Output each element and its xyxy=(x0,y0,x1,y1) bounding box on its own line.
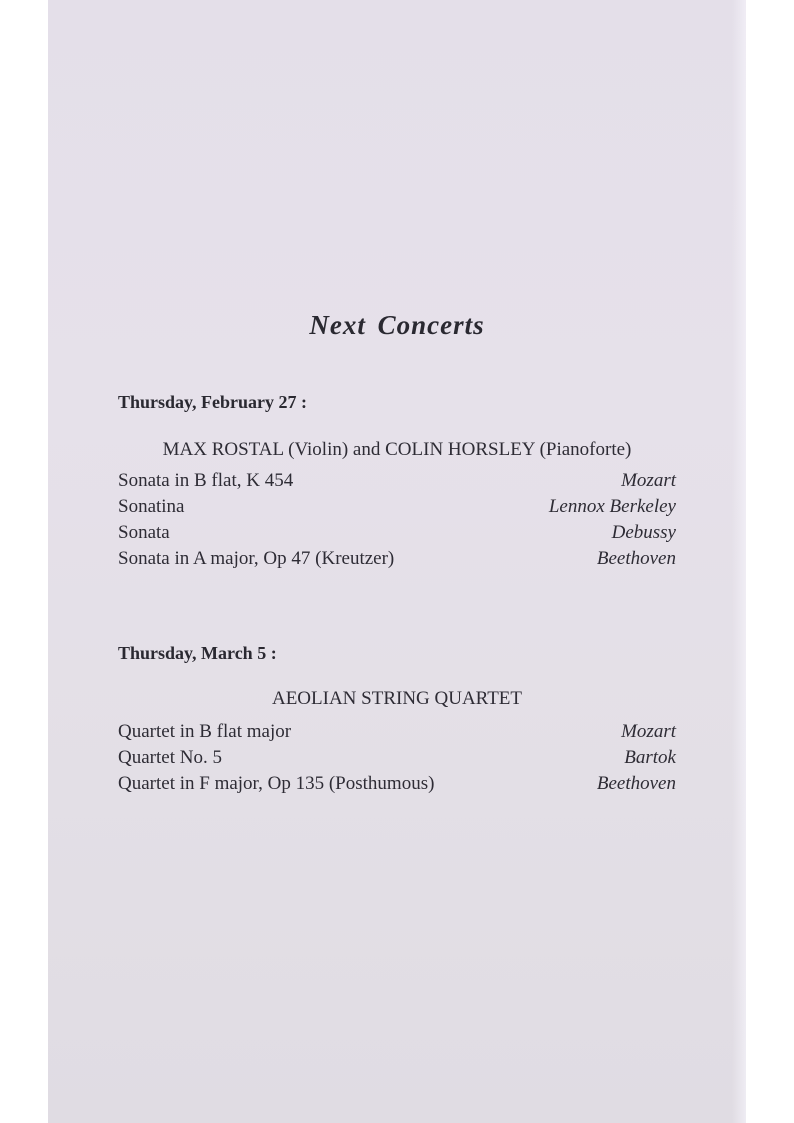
work-title: Quartet in F major, Op 135 (Posthumous) xyxy=(118,773,435,794)
composer-name: Debussy xyxy=(611,522,676,543)
concert-performers-1: MAX ROSTAL (Violin) and COLIN HORSLEY (Pianoforte) xyxy=(162,439,632,460)
programme-page xyxy=(48,0,746,1123)
concert-date-2: Thursday, March 5 : xyxy=(118,643,277,663)
program-item xyxy=(118,470,676,496)
work-title: Quartet No. 5 xyxy=(118,747,222,768)
concert-performers-2: AEOLIAN STRING QUARTET xyxy=(271,688,523,709)
composer-name: Bartok xyxy=(624,747,676,768)
work-title: Quartet in B flat major xyxy=(118,721,292,742)
program-item xyxy=(118,721,676,747)
work-title: Sonata xyxy=(118,522,170,543)
composer-name: Beethoven xyxy=(596,548,676,569)
work-title: Sonatina xyxy=(118,496,185,517)
composer-name: Beethoven xyxy=(596,773,676,794)
program-item xyxy=(118,747,676,773)
program-item xyxy=(118,496,676,522)
concert-date-1: Thursday, February 27 : xyxy=(118,392,308,412)
program-item xyxy=(118,522,676,548)
composer-name: Mozart xyxy=(621,470,676,491)
composer-name: Lennox Berkeley xyxy=(548,496,676,517)
program-item xyxy=(118,548,676,574)
work-title: Sonata in A major, Op 47 (Kreutzer) xyxy=(118,548,395,569)
program-item xyxy=(118,773,676,799)
work-title: Sonata in B flat, K 454 xyxy=(118,470,294,491)
composer-name: Mozart xyxy=(621,721,676,742)
page-title: Next Concerts xyxy=(309,310,485,340)
